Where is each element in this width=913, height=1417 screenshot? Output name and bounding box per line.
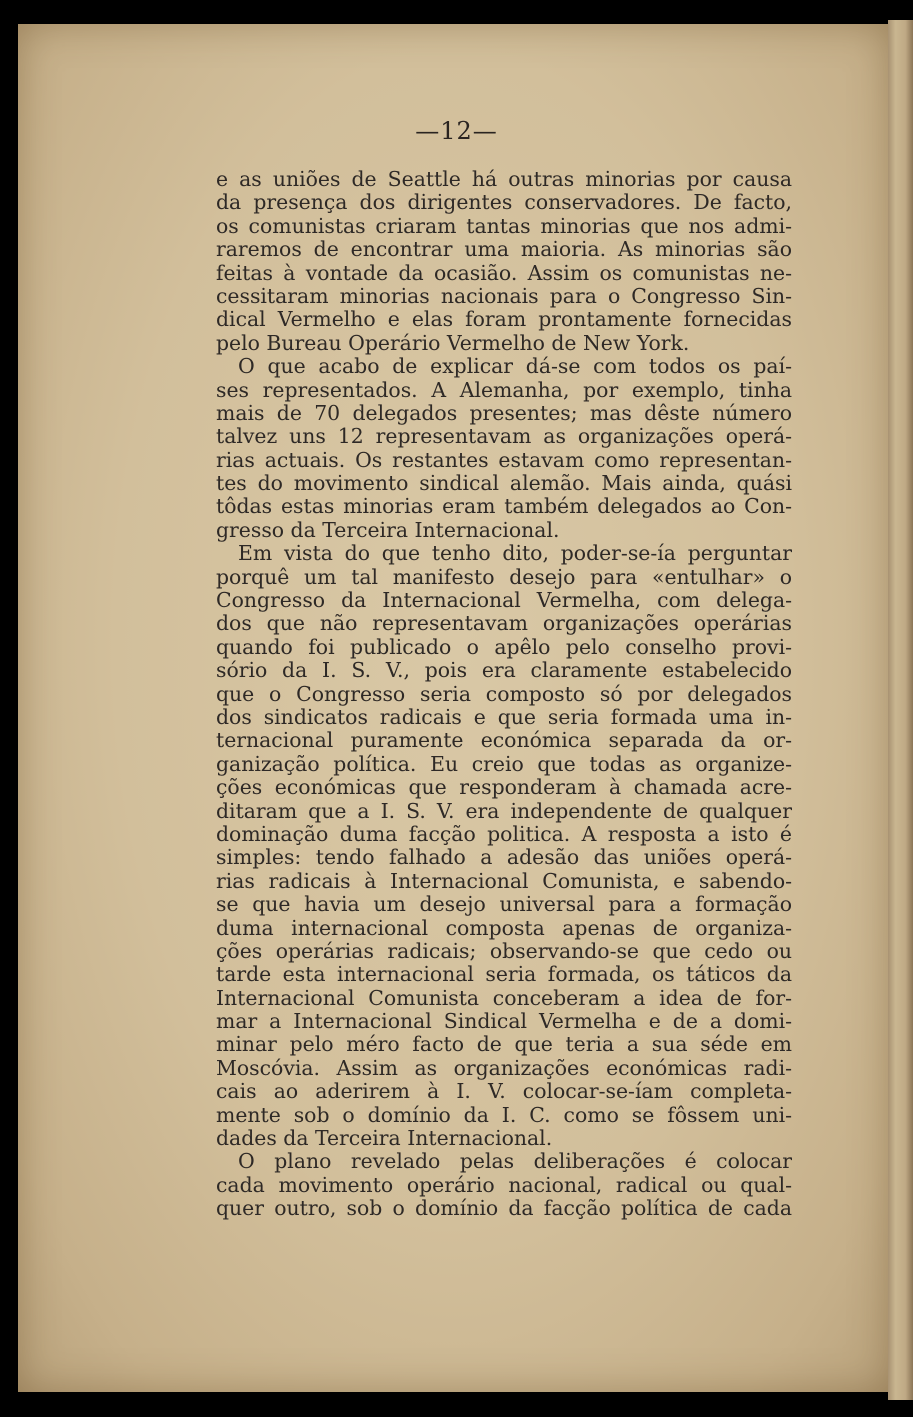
- text-line: Internacional Comunista conceberam a idea de for-: [216, 985, 792, 1010]
- text-line: e as uniões de Seattle há outras minorias por causa: [216, 167, 792, 191]
- text-line: feitas à vontade da ocasião. Assim os comunistas ne-: [216, 260, 792, 285]
- text-line: talvez uns 12 representavam as organizações operá-: [216, 424, 792, 449]
- text-line: porquê um tal manifesto desejo para «entulhar» o: [216, 564, 792, 589]
- text-line: rias radicais à Internacional Comunista, e sabendo-: [216, 868, 792, 893]
- text-line: cessitaram minorias nacionais para o Congresso Sin-: [216, 283, 792, 308]
- text-line: O plano revelado pelas deliberações é colocar: [238, 1149, 792, 1174]
- text-line: cada movimento operário nacional, radical ou qual-: [216, 1172, 792, 1197]
- text-line: dos que não representavam organizações operárias: [216, 611, 792, 636]
- text-line: Em vista do que tenho dito, poder-se-ía perguntar: [238, 541, 792, 566]
- text-line: dominação duma facção politica. A resposta a isto é: [216, 821, 792, 846]
- text-line: Moscóvia. Assim as organizações económicas radi-: [216, 1055, 792, 1080]
- text-line: tôdas estas minorias eram também delegados ao Con-: [216, 494, 792, 519]
- text-line: ditaram que a I. S. V. era independente de qualquer: [216, 798, 792, 823]
- text-line: dades da Terceira Internacional.: [216, 1126, 553, 1151]
- text-line: rias actuais. Os restantes estavam como representan-: [216, 447, 792, 472]
- text-line: dical Vermelho e elas foram prontamente fornecidas: [216, 307, 792, 332]
- body-text: [216, 168, 792, 1221]
- text-line: mente sob o domínio da I. C. como se fôssem uni-: [216, 1102, 792, 1127]
- text-line: gresso da Terceira Internacional.: [216, 517, 560, 542]
- text-line: da presença dos dirigentes conservadores. De facto,: [216, 190, 792, 215]
- text-line: os comunistas criaram tantas minorias que nos admi-: [216, 213, 792, 238]
- text-line: dos sindicatos radicais e que seria formada uma in-: [216, 704, 792, 729]
- text-line: ses representados. A Alemanha, por exemplo, tinha: [216, 377, 792, 402]
- text-line: tes do movimento sindical alemão. Mais ainda, quási: [216, 471, 792, 496]
- text-line: raremos de encontrar uma maioria. As minorias são: [216, 237, 792, 262]
- text-line: duma internacional composta apenas de organiza-: [216, 915, 792, 940]
- text-line: pelo Bureau Operário Vermelho de New York.: [216, 330, 690, 355]
- page-number: —12—: [415, 117, 498, 145]
- page-edge: [888, 20, 913, 1400]
- text-line: simples: tendo falhado a adesão das uniões operá-: [216, 845, 792, 870]
- text-line: sório da I. S. V., pois era claramente estabelecido: [216, 658, 792, 683]
- text-line: ções operárias radicais; observando-se que cedo ou: [216, 938, 792, 963]
- text-line: que o Congresso seria composto só por delegados: [216, 681, 792, 706]
- text-line: O que acabo de explicar dá-se com todos os paí-: [238, 354, 792, 379]
- text-line: ganização política. Eu creio que todas as organize-: [216, 751, 792, 776]
- text-line: tarde esta internacional seria formada, os táticos da: [216, 962, 792, 987]
- text-line: mais de 70 delegados presentes; mas dêste número: [216, 400, 792, 425]
- text-line: mar a Internacional Sindical Vermelha e de a domi-: [216, 1009, 792, 1034]
- text-line: Congresso da Internacional Vermelha, com delega-: [216, 588, 792, 613]
- text-line: minar pelo méro facto de que teria a sua séde em: [216, 1032, 792, 1057]
- text-line: ções económicas que responderam à chamada acre-: [216, 775, 792, 800]
- text-line: quando foi publicado o apêlo pelo conselho provi-: [216, 634, 792, 659]
- text-line: se que havia um desejo universal para a formação: [216, 892, 792, 917]
- text-line: cais ao aderirem à I. V. colocar-se-íam completa-: [216, 1079, 792, 1104]
- text-line: quer outro, sob o domínio da facção política de cada: [216, 1196, 792, 1221]
- text-line: ternacional puramente económica separada da or-: [216, 728, 792, 753]
